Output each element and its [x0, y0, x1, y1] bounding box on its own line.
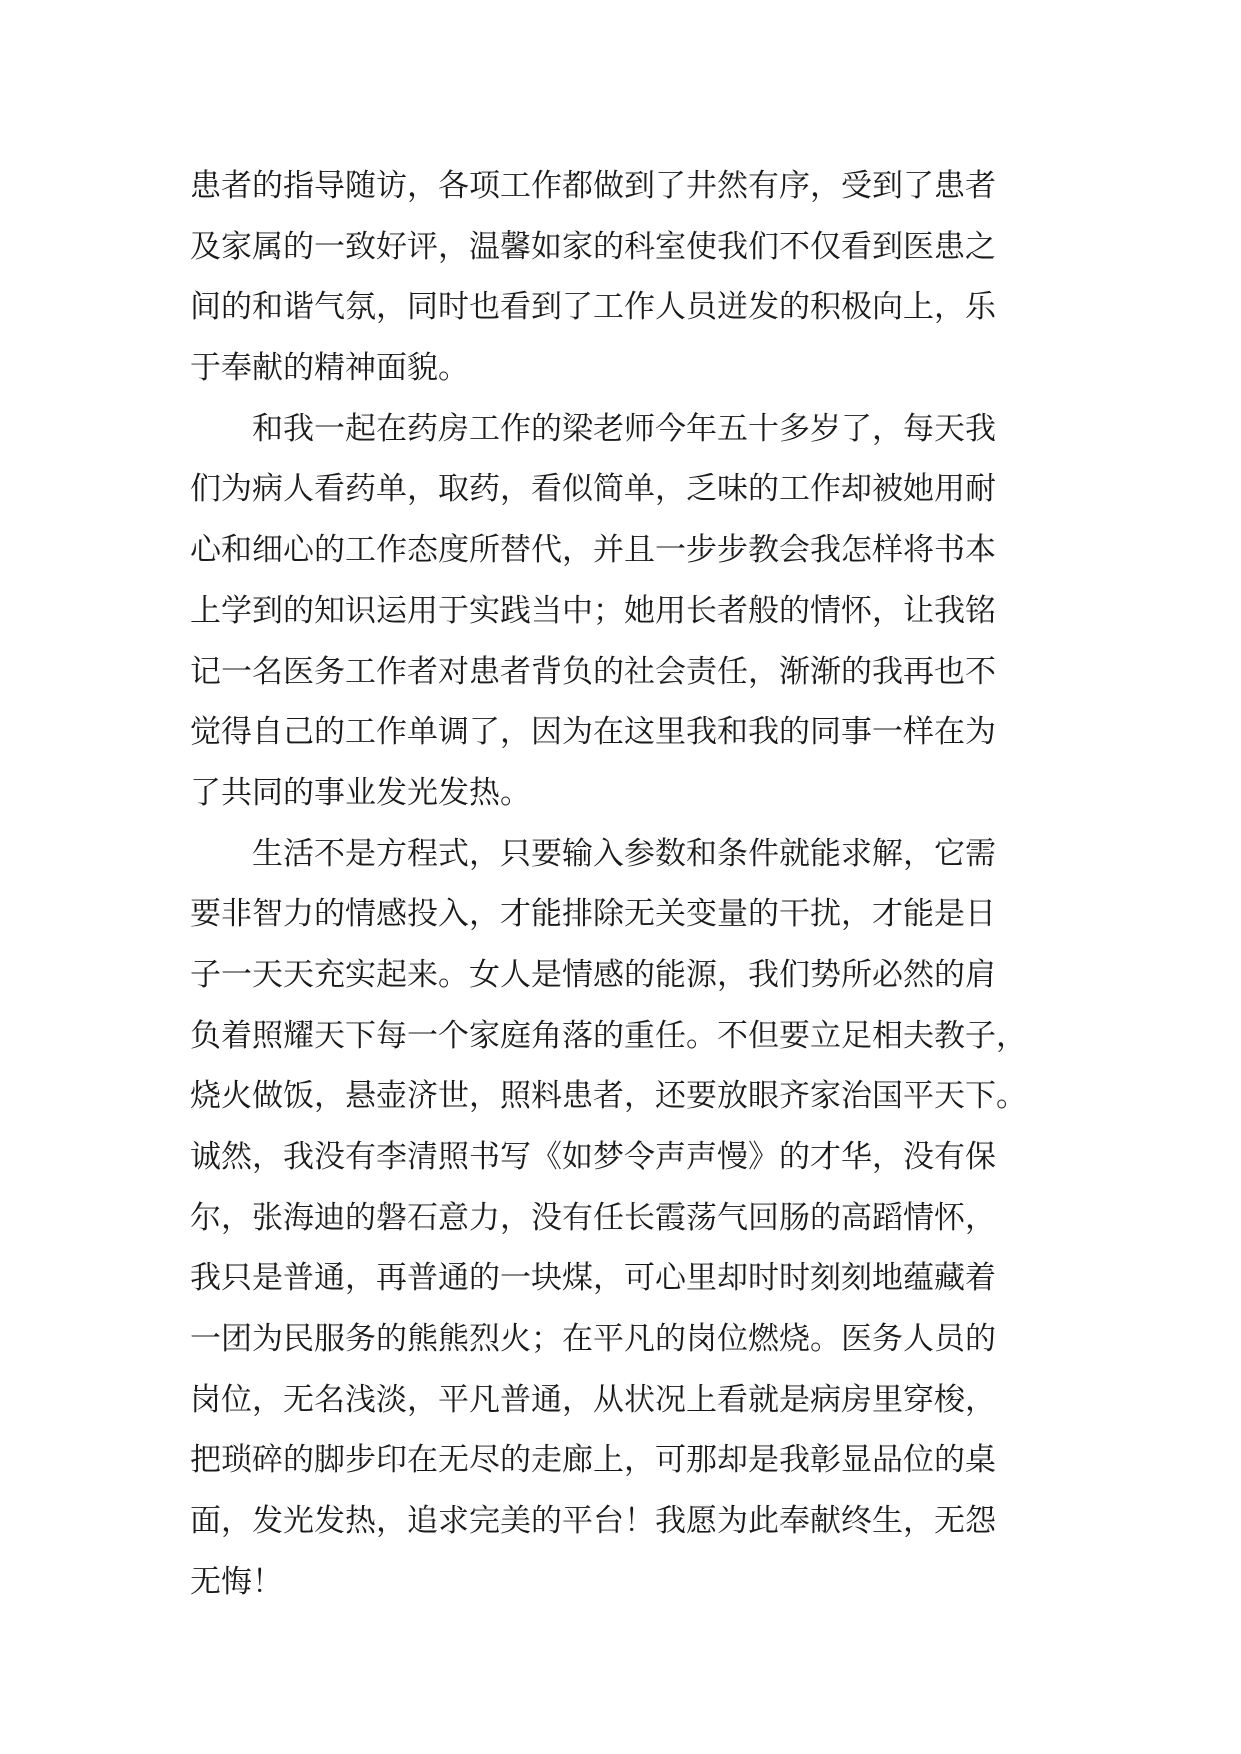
text-line: 负着照耀天下每一个家庭角落的重任。不但要立足相夫教子， [190, 1017, 1027, 1054]
text-line: 于奉献的精神面貌。 [190, 350, 469, 387]
text-line: 间的和谐气氛，同时也看到了工作人员迸发的积极向上，乐 [190, 289, 996, 326]
text-line: 一团为民服务的熊熊烈火；在平凡的岗位燃烧。医务人员的 [190, 1321, 996, 1358]
text-line: 岗位，无名浅淡，平凡普通，从状况上看就是病房里穿梭， [190, 1381, 996, 1418]
text-line: 了共同的事业发光发热。 [190, 774, 531, 811]
text-line: 烧火做饭，悬壶济世，照料患者，还要放眼齐家治国平天下。 [190, 1078, 1027, 1115]
text-line: 无悔！ [190, 1563, 283, 1600]
text-line: 把琐碎的脚步印在无尽的走廊上，可那却是我彰显品位的桌 [190, 1442, 996, 1479]
text-line: 记一名医务工作者对患者背负的社会责任，渐渐的我再也不 [190, 653, 996, 690]
text-line: 及家属的一致好评，温馨如家的科室使我们不仅看到医患之 [190, 228, 996, 265]
text-line: 生活不是方程式，只要输入参数和条件就能求解，它需 [190, 835, 996, 872]
text-line: 我只是普通，再普通的一块煤，可心里却时时刻刻地蕴藏着 [190, 1260, 996, 1297]
body-text [190, 156, 1050, 1613]
text-line: 觉得自己的工作单调了，因为在这里我和我的同事一样在为 [190, 714, 996, 751]
text-line: 面，发光发热，追求完美的平台！我愿为此奉献终生，无怨 [190, 1503, 996, 1540]
text-line: 患者的指导随访，各项工作都做到了井然有序，受到了患者 [190, 168, 996, 204]
text-line: 尔，张海迪的磐石意力，没有任长霞荡气回肠的高蹈情怀， [190, 1199, 996, 1236]
text-line: 上学到的知识运用于实践当中；她用长者般的情怀，让我铭 [190, 592, 996, 629]
text-line: 和我一起在药房工作的梁老师今年五十多岁了，每天我 [190, 410, 996, 447]
text-line: 诚然，我没有李清照书写《如梦令声声慢》的才华，没有保 [190, 1139, 996, 1175]
text-line: 们为病人看药单，取药，看似简单，乏味的工作却被她用耐 [190, 471, 996, 508]
text-line: 要非智力的情感投入，才能排除无关变量的干扰，才能是日 [190, 896, 996, 933]
text-line: 子一天天充实起来。女人是情感的能源，我们势所必然的肩 [190, 956, 996, 993]
text-line: 心和细心的工作态度所替代，并且一步步教会我怎样将书本 [190, 532, 996, 569]
